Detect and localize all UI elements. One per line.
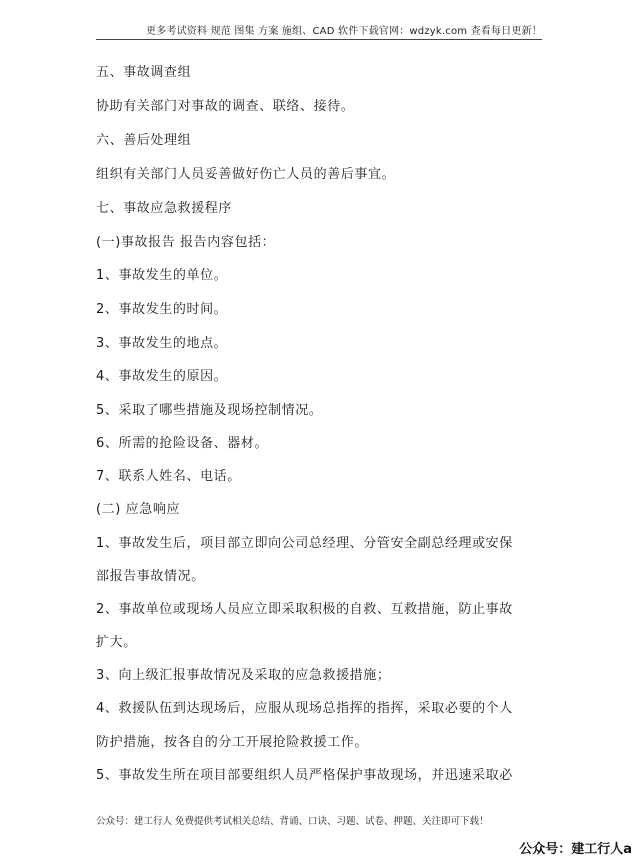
paragraph-line: 防护措施，按各自的分工开展抢险救援工作。 [96, 735, 369, 750]
section-heading-procedure: 七、事故应急救援程序 [96, 201, 233, 216]
list-item: 2、事故发生的时间。 [96, 302, 228, 317]
header-divider [96, 39, 542, 40]
list-item: 4、事故发生的原因。 [96, 369, 228, 384]
paragraph-line: 4、救援队伍到达现场后，应服从现场总指挥的指挥，采取必要的个人 [96, 701, 513, 716]
paragraph-line: 扩大。 [96, 635, 137, 650]
section-heading-aftermath: 六、善后处理组 [96, 133, 192, 148]
list-item: 7、联系人姓名、电话。 [96, 469, 241, 484]
paragraph-line: 5、事故发生所在项目部要组织人员严格保护事故现场，并迅速采取必 [96, 768, 513, 783]
page-header: 更多考试资料 规范 图集 方案 施组、CAD 软件下载官网：wdzyk.com 查看每日更新！ [145, 26, 542, 37]
section-heading-investigation: 五、事故调查组 [96, 65, 192, 80]
list-item: 6、所需的抢险设备、器材。 [96, 436, 269, 451]
subsection-heading-response: (二) 应急响应 [96, 502, 181, 517]
paragraph-line: 2、事故单位或现场人员应立即采取积极的自救、互救措施，防止事故 [96, 602, 513, 617]
list-item: 3、事故发生的地点。 [96, 336, 228, 351]
paragraph-line: 1、事故发生后，项目部立即向公司总经理、分管安全副总经理或安保 [96, 536, 513, 551]
paragraph-line: 组织有关部门人员妥善做好伤亡人员的善后事宜。 [96, 167, 396, 182]
page-footer: 公众号：建工行人 免费提供考试相关总结、背诵、口诀、习题、试卷、押题、关注即可下载！ [96, 816, 489, 827]
paragraph-line: 协助有关部门对事故的调查、联络、接待。 [96, 99, 355, 114]
list-item: 1、事故发生的单位。 [96, 268, 228, 283]
list-item: 5、采取了哪些措施及现场控制情况。 [96, 403, 323, 418]
subsection-heading-report: (一)事故报告 报告内容包括： [96, 235, 276, 250]
watermark-label: 公众号：建工行人a [519, 842, 632, 857]
paragraph-line: 部报告事故情况。 [96, 569, 205, 584]
paragraph-line: 3、向上级汇报事故情况及采取的应急救援措施； [96, 668, 391, 683]
